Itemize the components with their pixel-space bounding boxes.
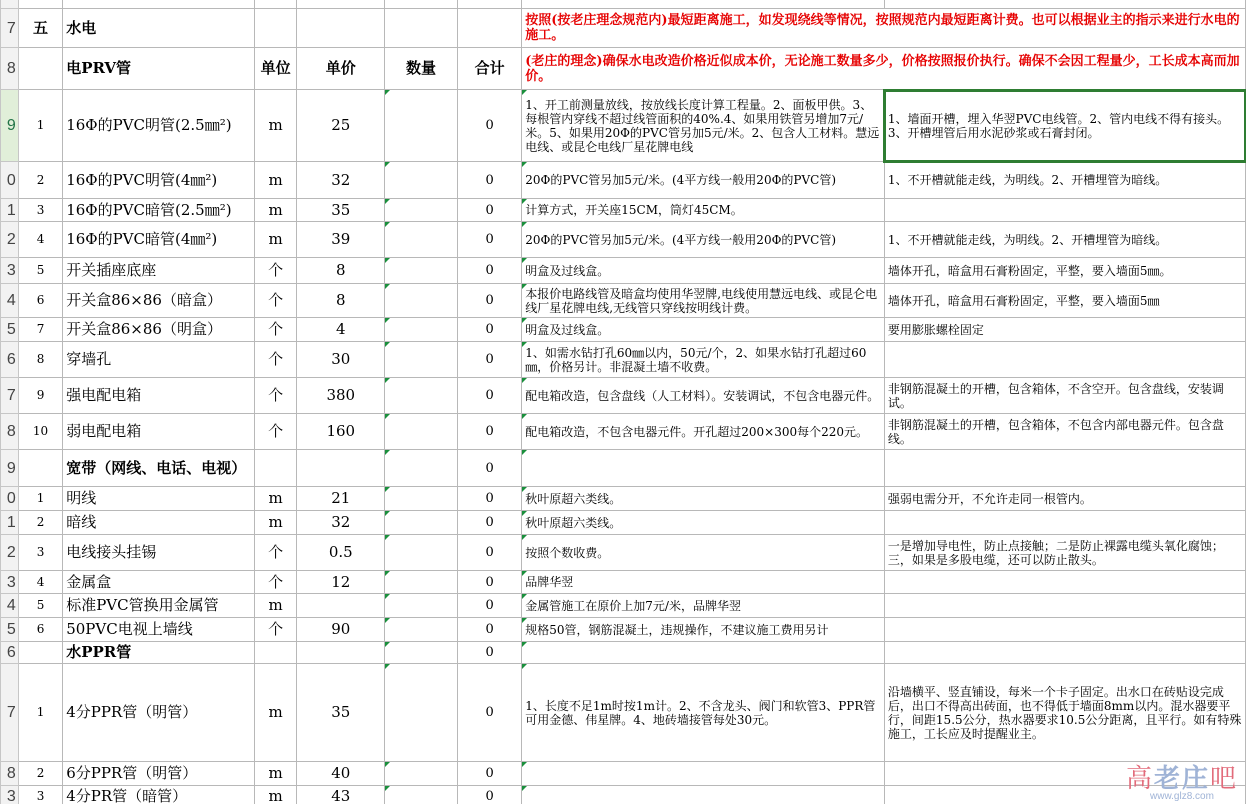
- row-header[interactable]: 8: [1, 414, 19, 450]
- row-header[interactable]: 3: [1, 258, 19, 284]
- item-price[interactable]: 40: [297, 762, 385, 786]
- table-row[interactable]: [1, 222, 1246, 258]
- item-price[interactable]: 380: [297, 378, 385, 414]
- item-name[interactable]: 开关盒86×86（暗盒）: [63, 284, 254, 318]
- item-qty[interactable]: [385, 618, 458, 642]
- item-unit[interactable]: 个: [254, 342, 297, 378]
- item-qty[interactable]: [385, 162, 458, 199]
- item-price[interactable]: 35: [297, 199, 385, 222]
- item-description[interactable]: 本报价电路线管及暗盒均使用华翌牌,电线使用慧远电线、或昆仑电线厂星花牌电线,无线管只穿线按明线计费。: [522, 284, 885, 318]
- item-remark[interactable]: 沿墙横平、竖直铺设，每米一个卡子固定。出水口在砖贴设完成后，出口不得高出砖面，也不得低于墙面8mm以内。混水器要平行，间距15.5公分，热水器要求10.5公分距离，且平行。如有特殊施工，工长应及时提醒业主。: [884, 664, 1245, 762]
- item-number[interactable]: 3: [18, 535, 62, 571]
- item-description[interactable]: 配电箱改造，不包含电器元件。开孔超过200×300每个220元。: [522, 414, 885, 450]
- item-unit[interactable]: [254, 450, 297, 487]
- item-number[interactable]: 3: [18, 199, 62, 222]
- table-row[interactable]: [1, 258, 1246, 284]
- watermark-logo: 高老庄吧 www.glz8.com: [1125, 764, 1238, 802]
- item-total[interactable]: 0: [458, 318, 522, 342]
- item-price[interactable]: 30: [297, 342, 385, 378]
- item-qty[interactable]: [385, 450, 458, 487]
- table-row[interactable]: [1, 90, 1246, 162]
- item-unit[interactable]: 个: [254, 414, 297, 450]
- item-number[interactable]: [18, 450, 62, 487]
- item-qty[interactable]: [385, 342, 458, 378]
- item-number[interactable]: 1: [18, 90, 62, 162]
- row-header[interactable]: 2: [1, 535, 19, 571]
- table-row[interactable]: [1, 318, 1246, 342]
- item-description[interactable]: 1、长度不足1m时按1m计。2、不含龙头、阀门和软管3、PPR管可用金德、伟星牌。4、地砖墙接管每处30元。: [522, 664, 885, 762]
- item-name[interactable]: 宽带（网线、电话、电视）: [63, 450, 254, 487]
- section-number[interactable]: 五: [18, 9, 62, 48]
- item-remark[interactable]: 非钢筋混凝土的开槽，包含箱体，不包含内部电器元件。包含盘线。: [884, 414, 1245, 450]
- table-row[interactable]: [1, 762, 1246, 786]
- item-total[interactable]: 0: [458, 511, 522, 535]
- header-unit[interactable]: 单位: [254, 48, 297, 90]
- item-qty[interactable]: [385, 318, 458, 342]
- item-description[interactable]: 明盒及过线盒。: [522, 258, 885, 284]
- item-remark[interactable]: [884, 450, 1245, 487]
- item-name[interactable]: 开关盒86×86（明盒）: [63, 318, 254, 342]
- item-total[interactable]: 0: [458, 618, 522, 642]
- item-description[interactable]: 品牌华翌: [522, 571, 885, 594]
- item-name[interactable]: 强电配电箱: [63, 378, 254, 414]
- row-header[interactable]: 4: [1, 284, 19, 318]
- item-price[interactable]: 160: [297, 414, 385, 450]
- item-number[interactable]: 4: [18, 222, 62, 258]
- table-row[interactable]: [1, 511, 1246, 535]
- row-header[interactable]: 8: [1, 48, 19, 90]
- item-unit[interactable]: m: [254, 162, 297, 199]
- item-remark[interactable]: [884, 786, 1245, 804]
- item-unit[interactable]: 个: [254, 258, 297, 284]
- row-header[interactable]: 3: [1, 571, 19, 594]
- item-total[interactable]: 0: [458, 450, 522, 487]
- item-qty[interactable]: [385, 284, 458, 318]
- section-note[interactable]: 按照(按老庄理念规范内)最短距离施工，如发现绕线等情况，按照规范内最短距离计费。也可以根据业主的指示来进行水电的施工。: [522, 9, 1246, 48]
- item-price[interactable]: 39: [297, 222, 385, 258]
- item-total[interactable]: 0: [458, 762, 522, 786]
- item-number[interactable]: 3: [18, 786, 62, 804]
- item-qty[interactable]: [385, 414, 458, 450]
- row-header[interactable]: 6: [1, 642, 19, 664]
- row-header[interactable]: 9: [1, 90, 19, 162]
- item-description[interactable]: 秋叶原超六类线。: [522, 487, 885, 511]
- item-unit[interactable]: m: [254, 487, 297, 511]
- row-header[interactable]: 7: [1, 664, 19, 762]
- item-remark[interactable]: [884, 571, 1245, 594]
- item-description[interactable]: 20Φ的PVC管另加5元/米。(4平方线一般用20Φ的PVC管): [522, 162, 885, 199]
- item-total[interactable]: 0: [458, 786, 522, 804]
- row-header[interactable]: 5: [1, 318, 19, 342]
- item-name[interactable]: 穿墙孔: [63, 342, 254, 378]
- item-name[interactable]: 金属盒: [63, 571, 254, 594]
- item-price[interactable]: 4: [297, 318, 385, 342]
- item-name[interactable]: 暗线: [63, 511, 254, 535]
- item-total[interactable]: 0: [458, 222, 522, 258]
- header-item[interactable]: 电PRV管: [63, 48, 254, 90]
- item-price[interactable]: 0.5: [297, 535, 385, 571]
- item-description[interactable]: 规格50管，钢筋混凝土，违规操作，不建议施工费用另计: [522, 618, 885, 642]
- row-header[interactable]: 4: [1, 594, 19, 618]
- item-number[interactable]: 2: [18, 511, 62, 535]
- item-unit[interactable]: 个: [254, 618, 297, 642]
- item-qty[interactable]: [385, 664, 458, 762]
- table-row[interactable]: [1, 342, 1246, 378]
- item-qty[interactable]: [385, 199, 458, 222]
- item-description[interactable]: 20Φ的PVC管另加5元/米。(4平方线一般用20Φ的PVC管): [522, 222, 885, 258]
- item-price[interactable]: [297, 594, 385, 618]
- item-number[interactable]: 6: [18, 284, 62, 318]
- item-number[interactable]: 4: [18, 571, 62, 594]
- item-price[interactable]: 32: [297, 511, 385, 535]
- item-description[interactable]: 1、如需水钻打孔60㎜以内，50元/个，2、如果水钻打孔超过60㎜，价格另计。非混凝土墙不收费。: [522, 342, 885, 378]
- item-name[interactable]: 4分PPR管（明管）: [63, 664, 254, 762]
- table-row[interactable]: [1, 284, 1246, 318]
- table-row[interactable]: [1, 162, 1246, 199]
- item-description[interactable]: 1、开工前测量放线，按放线长度计算工程量。2、面板甲供。3、每根管内穿线不超过线管面积的40%.4、如果用铁管另增加7元/米。5、如果用20Φ的PVC管另加5元/米。2、包含人工材料。慧远电线、或昆仑电线厂星花牌电线: [522, 90, 885, 162]
- item-price[interactable]: 90: [297, 618, 385, 642]
- item-total[interactable]: 0: [458, 594, 522, 618]
- item-name[interactable]: 电线接头挂锡: [63, 535, 254, 571]
- item-qty[interactable]: [385, 378, 458, 414]
- item-unit[interactable]: 个: [254, 318, 297, 342]
- item-total[interactable]: 0: [458, 487, 522, 511]
- item-price[interactable]: 25: [297, 90, 385, 162]
- item-total[interactable]: 0: [458, 284, 522, 318]
- item-number[interactable]: 6: [18, 618, 62, 642]
- item-name[interactable]: 弱电配电箱: [63, 414, 254, 450]
- item-qty[interactable]: [385, 762, 458, 786]
- row-header[interactable]: 8: [1, 762, 19, 786]
- item-remark[interactable]: [884, 762, 1245, 786]
- table-row[interactable]: [1, 450, 1246, 487]
- item-remark[interactable]: 非钢筋混凝土的开槽，包含箱体，不含空开。包含盘线，安装调试。: [884, 378, 1245, 414]
- item-number[interactable]: 5: [18, 594, 62, 618]
- header-row[interactable]: [1, 48, 1246, 90]
- item-name[interactable]: 6分PPR管（明管）: [63, 762, 254, 786]
- item-description[interactable]: 秋叶原超六类线。: [522, 511, 885, 535]
- item-description[interactable]: [522, 642, 885, 664]
- item-unit[interactable]: m: [254, 199, 297, 222]
- item-name[interactable]: 明线: [63, 487, 254, 511]
- item-description[interactable]: 按照个数收费。: [522, 535, 885, 571]
- item-total[interactable]: 0: [458, 571, 522, 594]
- item-total[interactable]: 0: [458, 535, 522, 571]
- item-name[interactable]: 4分PR管（暗管）: [63, 786, 254, 804]
- item-unit[interactable]: m: [254, 594, 297, 618]
- item-qty[interactable]: [385, 535, 458, 571]
- item-unit[interactable]: m: [254, 222, 297, 258]
- item-unit[interactable]: 个: [254, 284, 297, 318]
- item-total[interactable]: 0: [458, 414, 522, 450]
- item-name[interactable]: 水PPR管: [63, 642, 254, 664]
- item-description[interactable]: 配电箱改造，包含盘线（人工材料）。安装调试，不包含电器元件。: [522, 378, 885, 414]
- table-row[interactable]: [1, 378, 1246, 414]
- item-remark[interactable]: [884, 642, 1245, 664]
- item-remark[interactable]: [884, 618, 1245, 642]
- table-row[interactable]: [1, 618, 1246, 642]
- item-qty[interactable]: [385, 511, 458, 535]
- item-remark[interactable]: [884, 199, 1245, 222]
- item-remark[interactable]: 1、不开槽就能走线，为明线。2、开槽埋管为暗线。: [884, 162, 1245, 199]
- row-header[interactable]: 0: [1, 162, 19, 199]
- item-remark[interactable]: 强弱电需分开，不允许走同一根管内。: [884, 487, 1245, 511]
- item-remark[interactable]: 墙体开孔，暗盒用石膏粉固定，平整，要入墙面5㎜。: [884, 258, 1245, 284]
- item-price[interactable]: [297, 450, 385, 487]
- item-price[interactable]: [297, 642, 385, 664]
- item-total[interactable]: 0: [458, 162, 522, 199]
- table-row[interactable]: [1, 414, 1246, 450]
- row-header[interactable]: 9: [1, 450, 19, 487]
- item-number[interactable]: 8: [18, 342, 62, 378]
- item-description[interactable]: [522, 762, 885, 786]
- item-remark[interactable]: 一是增加导电性，防止点接触；二是防止裸露电缆头氧化腐蚀；三，如果是多股电缆，还可以防止散头。: [884, 535, 1245, 571]
- item-unit[interactable]: m: [254, 511, 297, 535]
- table-row[interactable]: [1, 535, 1246, 571]
- item-name[interactable]: 50PVC电视上墙线: [63, 618, 254, 642]
- row-header[interactable]: 1: [1, 199, 19, 222]
- item-price[interactable]: 21: [297, 487, 385, 511]
- item-description[interactable]: [522, 450, 885, 487]
- item-name[interactable]: 标准PVC管换用金属管: [63, 594, 254, 618]
- item-qty[interactable]: [385, 222, 458, 258]
- item-name[interactable]: 16Φ的PVC暗管(2.5㎜²): [63, 199, 254, 222]
- item-number[interactable]: 1: [18, 664, 62, 762]
- row-header[interactable]: 7: [1, 378, 19, 414]
- item-qty[interactable]: [385, 594, 458, 618]
- row-header[interactable]: 2: [1, 222, 19, 258]
- item-description[interactable]: 计算方式，开关座15CM，筒灯45CM。: [522, 199, 885, 222]
- table-row[interactable]: [1, 786, 1246, 804]
- item-qty[interactable]: [385, 90, 458, 162]
- table-row[interactable]: [1, 487, 1246, 511]
- item-price[interactable]: 32: [297, 162, 385, 199]
- item-qty[interactable]: [385, 258, 458, 284]
- item-unit[interactable]: [254, 642, 297, 664]
- item-total[interactable]: 0: [458, 378, 522, 414]
- item-unit[interactable]: 个: [254, 378, 297, 414]
- row-header[interactable]: 1: [1, 511, 19, 535]
- item-number[interactable]: 7: [18, 318, 62, 342]
- item-price[interactable]: 12: [297, 571, 385, 594]
- item-number[interactable]: 9: [18, 378, 62, 414]
- row-header[interactable]: 0: [1, 487, 19, 511]
- item-unit[interactable]: m: [254, 762, 297, 786]
- item-remark[interactable]: [884, 594, 1245, 618]
- row-header[interactable]: 6: [1, 342, 19, 378]
- item-qty[interactable]: [385, 571, 458, 594]
- item-qty[interactable]: [385, 786, 458, 804]
- item-unit[interactable]: m: [254, 786, 297, 804]
- item-remark[interactable]: 墙体开孔，暗盒用石膏粉固定，平整，要入墙面5㎜: [884, 284, 1245, 318]
- item-number[interactable]: 5: [18, 258, 62, 284]
- row-header[interactable]: 7: [1, 9, 19, 48]
- item-unit[interactable]: 个: [254, 571, 297, 594]
- row-header[interactable]: 5: [1, 618, 19, 642]
- item-remark[interactable]: [884, 511, 1245, 535]
- item-number[interactable]: 2: [18, 762, 62, 786]
- item-total[interactable]: 0: [458, 664, 522, 762]
- header-qty[interactable]: 数量: [385, 48, 458, 90]
- item-unit[interactable]: 个: [254, 535, 297, 571]
- item-name[interactable]: 16Φ的PVC明管(2.5㎜²): [63, 90, 254, 162]
- top-partial-row: [1, 0, 1246, 9]
- header-price[interactable]: 单价: [297, 48, 385, 90]
- item-name[interactable]: 开关插座底座: [63, 258, 254, 284]
- table-row[interactable]: [1, 594, 1246, 618]
- item-qty[interactable]: [385, 642, 458, 664]
- item-name[interactable]: 16Φ的PVC明管(4㎜²): [63, 162, 254, 199]
- item-unit[interactable]: m: [254, 664, 297, 762]
- item-price[interactable]: 35: [297, 664, 385, 762]
- item-total[interactable]: 0: [458, 258, 522, 284]
- item-remark[interactable]: 要用膨胀螺栓固定: [884, 318, 1245, 342]
- item-number[interactable]: 1: [18, 487, 62, 511]
- item-remark[interactable]: 1、墙面开槽，埋入华翌PVC电线管。2、管内电线不得有接头。3、开槽埋管后用水泥砂浆或石膏封闭。: [884, 90, 1245, 162]
- table-row[interactable]: [1, 571, 1246, 594]
- header-total[interactable]: 合计: [458, 48, 522, 90]
- item-description[interactable]: 明盒及过线盒。: [522, 318, 885, 342]
- item-number[interactable]: [18, 642, 62, 664]
- section-name[interactable]: 水电: [63, 9, 254, 48]
- table-row[interactable]: [1, 642, 1246, 664]
- item-price[interactable]: 43: [297, 786, 385, 804]
- item-number[interactable]: 10: [18, 414, 62, 450]
- item-number[interactable]: 2: [18, 162, 62, 199]
- item-description[interactable]: 金属管施工在原价上加7元/米，品牌华翌: [522, 594, 885, 618]
- item-price[interactable]: 8: [297, 284, 385, 318]
- item-description[interactable]: [522, 786, 885, 804]
- table-row[interactable]: [1, 199, 1246, 222]
- header-note[interactable]: (老庄的理念)确保水电改造价格近似成本价，无论施工数量多少，价格按照报价执行。确保不会因工程量少，工长成本高而加价。: [522, 48, 1246, 90]
- item-qty[interactable]: [385, 487, 458, 511]
- item-price[interactable]: 8: [297, 258, 385, 284]
- item-remark[interactable]: 1、不开槽就能走线，为明线。2、开槽埋管为暗线。: [884, 222, 1245, 258]
- item-total[interactable]: 0: [458, 199, 522, 222]
- item-total[interactable]: 0: [458, 90, 522, 162]
- item-total[interactable]: 0: [458, 642, 522, 664]
- item-remark[interactable]: [884, 342, 1245, 378]
- section-row[interactable]: [1, 9, 1246, 48]
- row-header[interactable]: 3: [1, 786, 19, 804]
- item-total[interactable]: 0: [458, 342, 522, 378]
- table-row[interactable]: [1, 664, 1246, 762]
- item-unit[interactable]: m: [254, 90, 297, 162]
- item-name[interactable]: 16Φ的PVC暗管(4㎜²): [63, 222, 254, 258]
